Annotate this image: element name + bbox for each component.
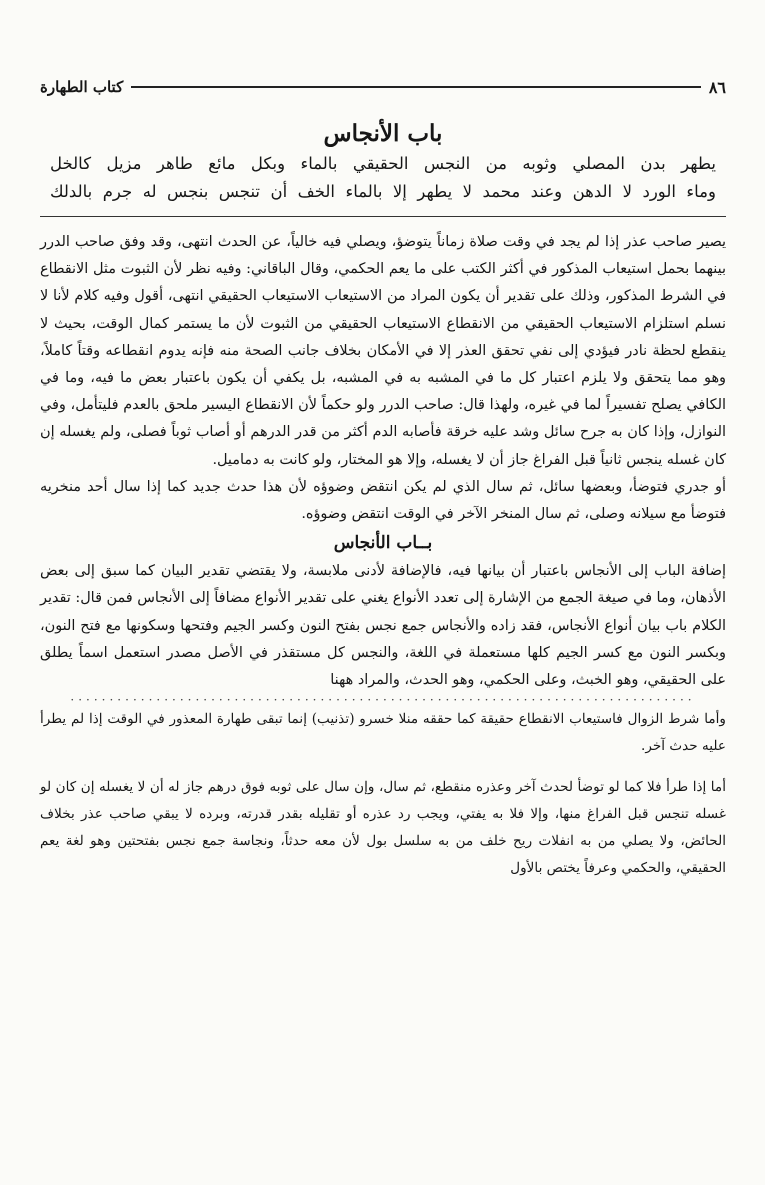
dotted-separator: ················································································ <box>70 694 696 707</box>
section-divider <box>40 216 726 217</box>
commentary <box>40 229 726 694</box>
commentary-subtitle: بــاب الأنجاس <box>333 533 433 554</box>
footnote-paragraph: أما إذا طرأ فلا كما لو توضأ لحدث آخر وعذره منقطع، ثم سال، وإن سال على ثوبه فوق درهم جاز له أن لا يغسله إن كان لو غسله تنجس قبل الفراغ منها، وإلا فلا به يفتي، ويجب رد عذره أو تقليله بقدر قدرته، وبرده لا يبقي صاحب عذر بخلاف الحائض، ولا يصلي من به انفلات ريح خلف من به سلسل بول لأن معه حدثاً، ونجاسة جمع نجس بفتحتين وهو لغة يعم الحقيقي، والحكمي وعرفاً يختص بالأول <box>40 779 726 877</box>
commentary-paragraph: إضافة الباب إلى الأنجاس باعتبار أن بيانها فيه، فالإضافة لأدنى ملابسة، ولا يقتضي تقدير البيان كما سبق إلى بعض الأذهان، وما في صيغة الجمع من الإشارة إلى تعدد الأنواع يغني على تقدير الأنواع مضافاً إلى الأنجاس فمن قال: تقدير الكلام باب بيان أنواع الأنجاس، فقد زاده والأنجاس جمع نجس بفتح النون وكسر الجيم وفتحها وسكونها مع فتح النون، وبكسر النون مع كسر الجيم كلها مستعملة في اللغة، والنجس كل مستقذر في الأصل مصدر استعمل اسماً يطلق على الحقيقي، وهو الخبث، وعلى الحكمي، وهو الحدث، والمراد ههنا <box>40 563 726 689</box>
matn-line: يطهر بدن المصلي وثوبه من النجس الحقيقي بالماء وبكل مائع طاهر مزيل كالخل <box>50 154 716 173</box>
matn-text <box>40 150 726 206</box>
header-rule <box>131 86 701 88</box>
footnotes <box>40 706 726 882</box>
matn-line: وماء الورد لا الدهن وعند محمد لا يطهر إلا بالماء الخف أن تنجس بنجس له جرم بالدلك <box>50 182 716 201</box>
page-number: ٨٦ <box>708 77 726 97</box>
commentary-paragraph: أو جدري فتوضأ، وبعضها سائل، ثم سال الذي لم يكن انتقض وضوؤه لأن هذا حدث جديد كما إذا سال أحد منخريه فتوضأ مع سيلانه وصلى، ثم سال المنخر الآخر في الوقت انتقض وضوؤه. <box>40 478 726 523</box>
chapter-title: باب الأنجاس <box>323 120 443 147</box>
book-title: كتاب الطهارة <box>40 78 124 96</box>
page-header <box>40 74 726 100</box>
commentary-paragraph: يصير صاحب عذر إذا لم يجد في وقت صلاة زماناً يتوضؤ، ويصلي فيه خالياً، عن الحدث انتهى، وقد وفق صاحب الدرر بينهما بحمل استيعاب المذكور في أكثر الكتب على ما يعم الحكمي، وقال الباقاني: وفيه نظر لأن الثبوت مثل الانقطاع في الشرط المذكور، وذلك على تقدير أن يكون المراد من الاستيعاب الاستيعاب الحقيقي انتهى، أقول وفيه كلام لأنا لا نسلم استلزام الاستيعاب الحقيقي من الانقطاع الاستيعاب الحقيقي من الثبوت لأن ما يستمر كمال الوقت، بحيث لا ينقطع لحظة نادر فيؤدي إلى نفي تحقق العذر إلا في الأمكان بخلاف جانب الصحة منه فإنه يدوم انقطاعه وقتاً كاملاً، وهو مما يتحقق ولا يلزم اعتبار كل ما في المشبه به في المشبه، بل يكفي أن يكون باعتبار بعض ما فيه، وما في الكافي يصلح تفسيراً لما في غيره، ولهذا قال: صاحب الدرر ولو حكماً لأن الانقطاع اليسير ملحق بالعدم فليتأمل، وفي النوازل، وإذا كان به جرح سائل وشد عليه خرقة فأصابه الدم أكثر من قدر الدرهم أو أصاب ثوباً فصلى، ولم يغسله إن كان غسله ينجس ثانياً قبل الفراغ جاز أن لا يغسله، وإلا هو المختار، ولو كانت به دماميل. <box>40 234 726 468</box>
book-page <box>40 74 726 882</box>
footnote-paragraph: وأما شرط الزوال فاستيعاب الانقطاع حقيقة كما حققه منلا خسرو (تذنيب) إنما تبقى طهارة المعذور في الوقت إذا لم يطرأ عليه حدث آخر. <box>40 711 726 755</box>
